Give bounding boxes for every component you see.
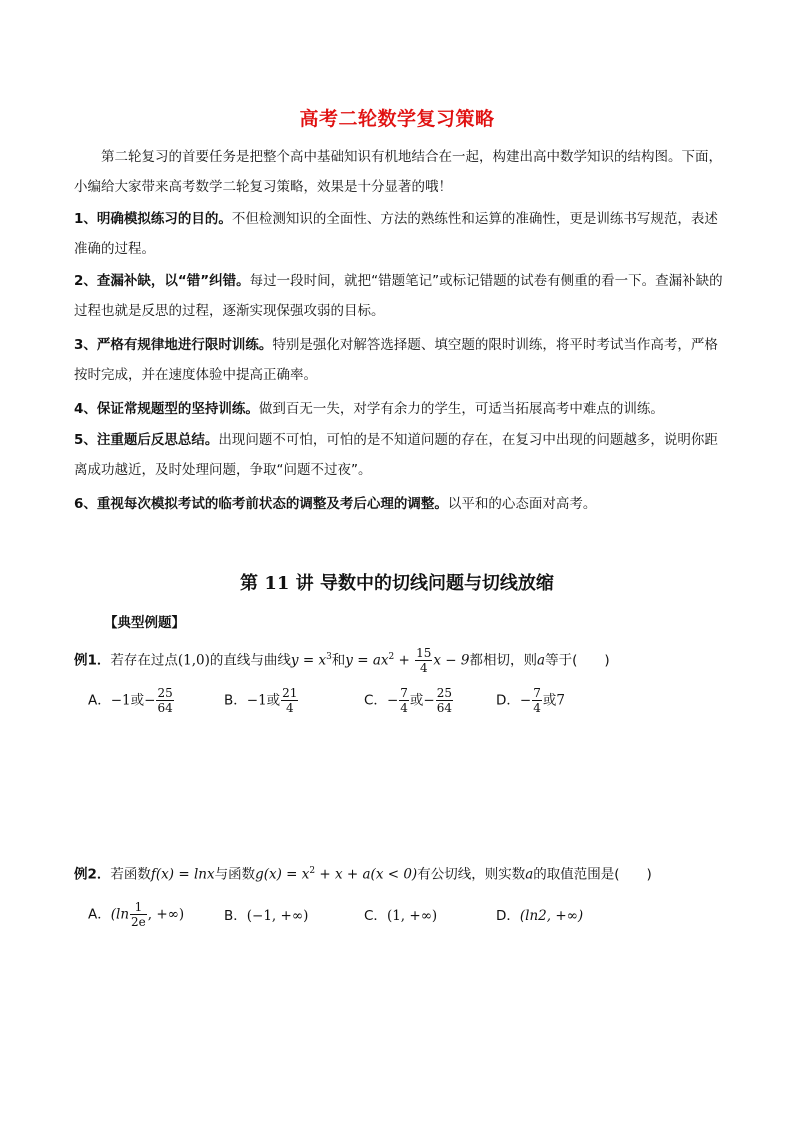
strategy-3: [74, 330, 726, 390]
strategy-6-body: 以平和的心态面对高考。: [447, 496, 597, 512]
strategy-5: [74, 425, 726, 485]
strategy-2-head: 2、查漏补缺，以“错”纠错。: [74, 273, 250, 289]
page-title: 高考二轮数学复习策略: [299, 108, 495, 130]
example-1-label: 例1．: [74, 652, 111, 669]
option-c: C．− $\frac{7}{4}$ 或− $\frac{25}{64}$: [364, 686, 452, 715]
fraction: $\frac{25}{64}$: [157, 686, 173, 715]
strategy-4-head: 4、保证常规题型的坚持训练。: [74, 401, 259, 417]
examples-label: 【典型例题】: [104, 615, 185, 631]
fraction: $\frac{21}{4}$: [282, 686, 298, 715]
strategy-4-body: 做到百无一失，对学有余力的学生，可适当拓展高考中难点的训练。: [258, 401, 664, 417]
option-c: C．(1, +∞): [364, 908, 438, 924]
option-b: B．(−1, +∞): [224, 908, 309, 924]
option-a: A．−1或− $\frac{25}{64}$: [88, 686, 173, 715]
option-a: A．(ln $\frac{1}{2e}$ , +∞): [88, 900, 185, 929]
example-2-question: 例2．若函数f(x) = lnx与函数$g(x) = x^2 + x + a(x < 0)$有公切线，则实数a的取值范围是( ): [74, 866, 652, 883]
intro-paragraph: 第二轮复习的首要任务是把整个高中基础知识有机地结合在一起，构建出高中数学知识的结构图。下面，小编给大家带来高考数学二轮复习策略，效果是十分显著的哦！: [74, 149, 722, 195]
strategy-3-body: 特别是强化对解答选择题、填空题的限时训练，将平时考试当作高考，严格按时完成，并在速度体验中提高正确率。: [74, 337, 718, 383]
fraction: $\frac{15}{4}$: [416, 646, 432, 675]
lecture-title: 第 11 讲 导数中的切线问题与切线放缩: [240, 573, 554, 594]
strategy-6: [74, 489, 726, 519]
strategy-5-body: 出现问题不可怕，可怕的是不知道问题的存在，在复习中出现的问题越多，说明你距离成功越近，及时处理问题，争取“问题不过夜”。: [74, 432, 718, 478]
strategy-2-body: 每过一段时间，就把“错题笔记”或标记错题的试卷有侧重的看一下。查漏补缺的过程也就是反思的过程，逐渐实现保强攻弱的目标。: [74, 273, 723, 319]
fraction: $\frac{25}{64}$: [436, 686, 452, 715]
strategy-5-head: 5、注重题后反思总结。: [74, 432, 219, 448]
strategy-3-head: 3、严格有规律地进行限时训练。: [74, 337, 273, 353]
fraction: $\frac{1}{2e}$: [131, 900, 146, 929]
option-b: B．−1或 $\frac{21}{4}$: [224, 686, 298, 715]
strategy-4: [74, 394, 726, 424]
lecture-number: 11: [264, 573, 290, 594]
fraction: $\frac{7}{4}$: [400, 686, 408, 715]
strategy-2: [74, 266, 726, 326]
example-1-question: 例1．若存在过点(1,0)的直线与曲线$y = x^3$和$y = ax^2$ + $\frac{15}{4}$ x − 9都相切，则a等于( ): [74, 646, 610, 675]
strategy-1-body: 不但检测知识的全面性、方法的熟练性和运算的准确性，更是训练书写规范，表述准确的过程。: [74, 211, 718, 257]
strategy-1-head: 1、明确模拟练习的目的。: [74, 211, 232, 227]
strategy-6-head: 6、重视每次模拟考试的临考前状态的调整及考后心理的调整。: [74, 496, 448, 512]
strategy-1: [74, 204, 726, 264]
option-d: D．− $\frac{7}{4}$ 或7: [496, 686, 565, 715]
example-2-label: 例2．: [74, 866, 111, 883]
option-d: D．(ln2, +∞): [496, 908, 584, 924]
fraction: $\frac{7}{4}$: [533, 686, 541, 715]
